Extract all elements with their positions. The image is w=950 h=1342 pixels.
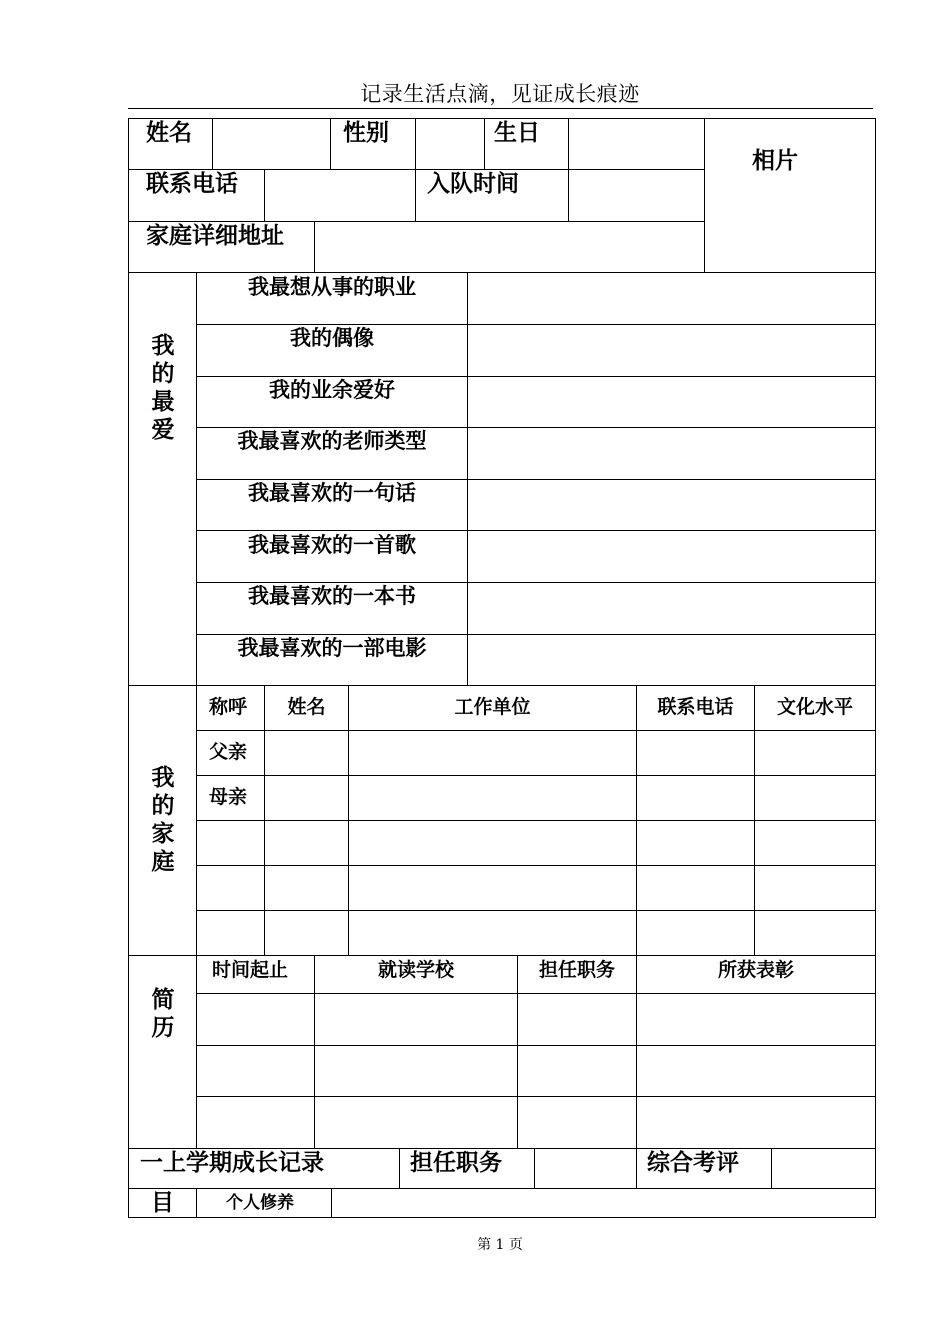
col-divider xyxy=(330,118,331,169)
table-top-border xyxy=(128,118,876,119)
row-divider xyxy=(196,865,876,866)
page-number: 第 1 页 xyxy=(477,1237,523,1253)
family-header-title: 称呼 xyxy=(209,696,248,718)
col-divider xyxy=(314,955,315,1148)
col-divider xyxy=(568,118,569,221)
row-divider xyxy=(196,730,876,731)
row-divider xyxy=(196,993,876,994)
col-divider xyxy=(331,1188,332,1217)
semester-evaluation-label: 综合考评 xyxy=(647,1150,739,1176)
row-divider xyxy=(196,427,876,428)
resume-section-label: 简历 xyxy=(151,987,175,1041)
favorite-item-label: 我最喜欢的一句话 xyxy=(248,481,416,505)
favorite-item-label: 我最想从事的职业 xyxy=(248,275,416,299)
favorite-item-label: 我最喜欢的一首歌 xyxy=(248,533,416,557)
table-left-border xyxy=(128,118,129,1218)
row-divider xyxy=(196,910,876,911)
family-header-phone: 联系电话 xyxy=(657,696,734,718)
col-divider xyxy=(399,1148,400,1188)
table-bottom-border xyxy=(128,1217,876,1218)
family-section-label: 我的家庭 xyxy=(151,765,175,875)
col-divider xyxy=(771,1148,772,1188)
resume-header-awards: 所获表彰 xyxy=(717,959,794,981)
section-divider xyxy=(128,955,876,956)
row-divider xyxy=(196,582,876,583)
row-divider xyxy=(196,530,876,531)
favorites-section-label: 我的最爱 xyxy=(151,333,175,443)
join-date-label: 入队时间 xyxy=(427,171,519,197)
favorite-item-label: 我最喜欢的一部电影 xyxy=(237,636,427,660)
col-divider xyxy=(196,272,197,1148)
row-divider xyxy=(196,1045,876,1046)
col-divider xyxy=(636,1148,637,1188)
col-divider xyxy=(415,118,416,221)
row-divider xyxy=(196,820,876,821)
row-divider xyxy=(128,169,704,170)
favorite-item-label: 我的偶像 xyxy=(290,326,374,350)
favorite-item-label: 我的业余爱好 xyxy=(269,378,395,402)
header-rule xyxy=(128,108,873,109)
resume-header-position: 担任职务 xyxy=(538,959,615,981)
row-divider xyxy=(196,775,876,776)
table-right-border xyxy=(875,118,876,1218)
col-divider xyxy=(212,118,213,169)
name-label: 姓名 xyxy=(146,120,192,146)
self-cultivation-label: 个人修养 xyxy=(226,1193,294,1213)
photo-label: 相片 xyxy=(752,148,798,174)
col-divider xyxy=(704,118,705,272)
row-divider xyxy=(196,324,876,325)
gender-label: 性别 xyxy=(343,120,389,146)
col-divider xyxy=(754,685,755,955)
favorite-item-label: 我最喜欢的一本书 xyxy=(248,584,416,608)
col-divider xyxy=(467,272,468,685)
col-divider xyxy=(264,685,265,955)
row-divider xyxy=(196,376,876,377)
family-header-education: 文化水平 xyxy=(776,696,853,718)
family-row-mother: 母亲 xyxy=(209,786,248,808)
phone-label: 联系电话 xyxy=(146,171,238,197)
family-header-workplace: 工作单位 xyxy=(454,696,531,718)
col-divider xyxy=(636,955,637,1148)
col-divider xyxy=(314,221,315,272)
semester-record-label: 一上学期成长记录 xyxy=(140,1150,324,1176)
row-divider xyxy=(196,479,876,480)
col-divider xyxy=(348,685,349,955)
row-divider xyxy=(196,1096,876,1097)
semester-position-label: 担任职务 xyxy=(410,1150,502,1176)
col-divider xyxy=(534,1148,535,1188)
resume-header-school: 就读学校 xyxy=(377,959,454,981)
section-divider xyxy=(128,685,876,686)
section-divider xyxy=(128,272,876,273)
semester-item-label: 目 xyxy=(151,1190,174,1216)
row-divider xyxy=(128,221,704,222)
birthday-label: 生日 xyxy=(494,120,540,146)
col-divider xyxy=(517,955,518,1148)
address-label: 家庭详细地址 xyxy=(146,223,284,249)
resume-header-period: 时间起止 xyxy=(212,959,289,981)
col-divider xyxy=(636,685,637,955)
col-divider xyxy=(264,169,265,221)
header-title: 记录生活点滴，见证成长痕迹 xyxy=(360,82,640,106)
family-row-father: 父亲 xyxy=(209,741,248,763)
section-divider xyxy=(128,1148,876,1149)
favorite-item-label: 我最喜欢的老师类型 xyxy=(237,429,427,453)
row-divider xyxy=(128,1188,876,1189)
row-divider xyxy=(196,634,876,635)
family-header-name: 姓名 xyxy=(287,696,326,718)
col-divider xyxy=(196,1188,197,1217)
col-divider xyxy=(484,118,485,169)
